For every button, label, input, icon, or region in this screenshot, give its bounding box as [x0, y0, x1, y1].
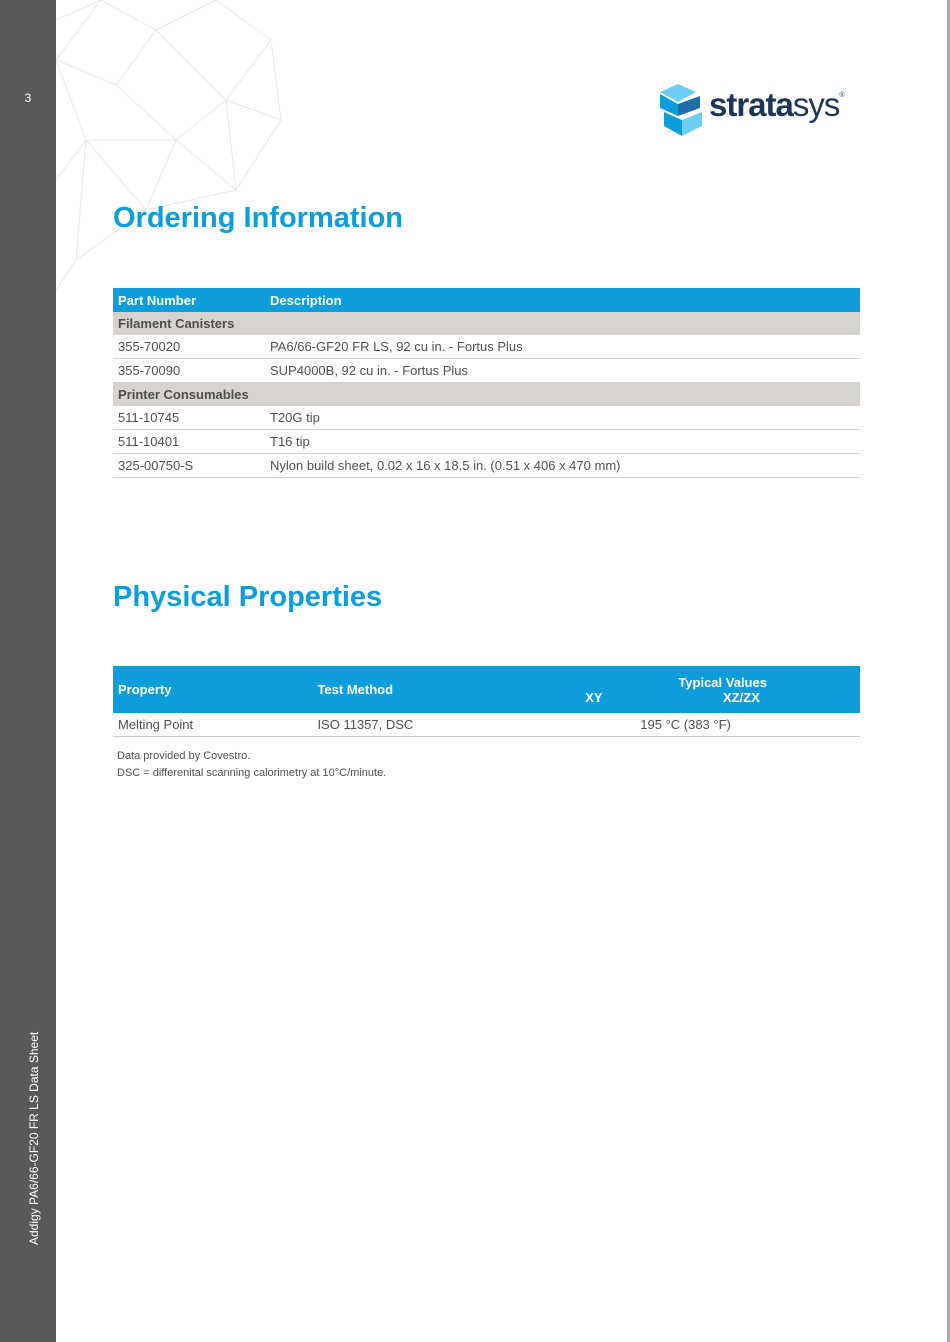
description-cell: T16 tip [265, 430, 860, 454]
table-header-row [113, 666, 860, 690]
header-test-method: Test Method [312, 666, 585, 713]
part-number-cell: 511-10401 [113, 430, 265, 454]
header-description: Description [265, 288, 860, 312]
header-xz-zx: XZ/ZX [708, 690, 860, 713]
logo-wordmark [709, 86, 844, 124]
part-number-cell: 511-10745 [113, 406, 265, 430]
header-part-number: Part Number [113, 288, 265, 312]
table-row [113, 713, 860, 737]
part-number-cell: 355-70090 [113, 359, 265, 383]
table-row [113, 430, 860, 454]
header-typical-values: Typical Values [585, 666, 860, 690]
document-title: Addigy PA6/66-GF20 FR LS Data Sheet [27, 1031, 41, 1245]
footnote: DSC = differenital scanning calorimetry at 10°C/minute. [117, 767, 387, 779]
ordering-heading: Ordering Information [113, 202, 403, 234]
description-cell: PA6/66-GF20 FR LS, 92 cu in. - Fortus Plus [265, 335, 860, 359]
footnote: Data provided by Covestro. [117, 750, 251, 762]
sidebar [0, 0, 56, 1342]
property-cell: Melting Point [113, 713, 312, 737]
section-label: Filament Canisters [113, 312, 860, 335]
table-header-row [113, 288, 860, 312]
description-cell: SUP4000B, 92 cu in. - Fortus Plus [265, 359, 860, 383]
background-pattern [56, 0, 286, 300]
ordering-table [113, 288, 860, 478]
header-property: Property [113, 666, 312, 713]
typical-value-cell: 195 °C (383 °F) [585, 713, 860, 737]
physical-properties-heading: Physical Properties [113, 581, 383, 613]
table-row [113, 454, 860, 478]
description-cell: T20G tip [265, 406, 860, 430]
section-row [113, 312, 860, 335]
logo-light-text: sys [792, 86, 840, 123]
table-row [113, 406, 860, 430]
footnotes [117, 750, 386, 784]
table-row [113, 335, 860, 359]
part-number-cell: 355-70020 [113, 335, 265, 359]
registered-mark: ® [839, 92, 844, 99]
section-label: Printer Consumables [113, 383, 860, 407]
test-method-cell: ISO 11357, DSC [312, 713, 585, 737]
page-number: 3 [24, 91, 32, 105]
description-cell: Nylon build sheet, 0.02 x 16 x 18.5 in. (0.51 x 406 x 470 mm) [265, 454, 860, 478]
stratasys-logo-icon [656, 82, 706, 138]
section-row [113, 383, 860, 407]
logo-bold-text: strata [709, 86, 793, 123]
physical-properties-table [113, 666, 860, 737]
header-xy: XY [585, 690, 708, 713]
table-row [113, 359, 860, 383]
part-number-cell: 325-00750-S [113, 454, 265, 478]
